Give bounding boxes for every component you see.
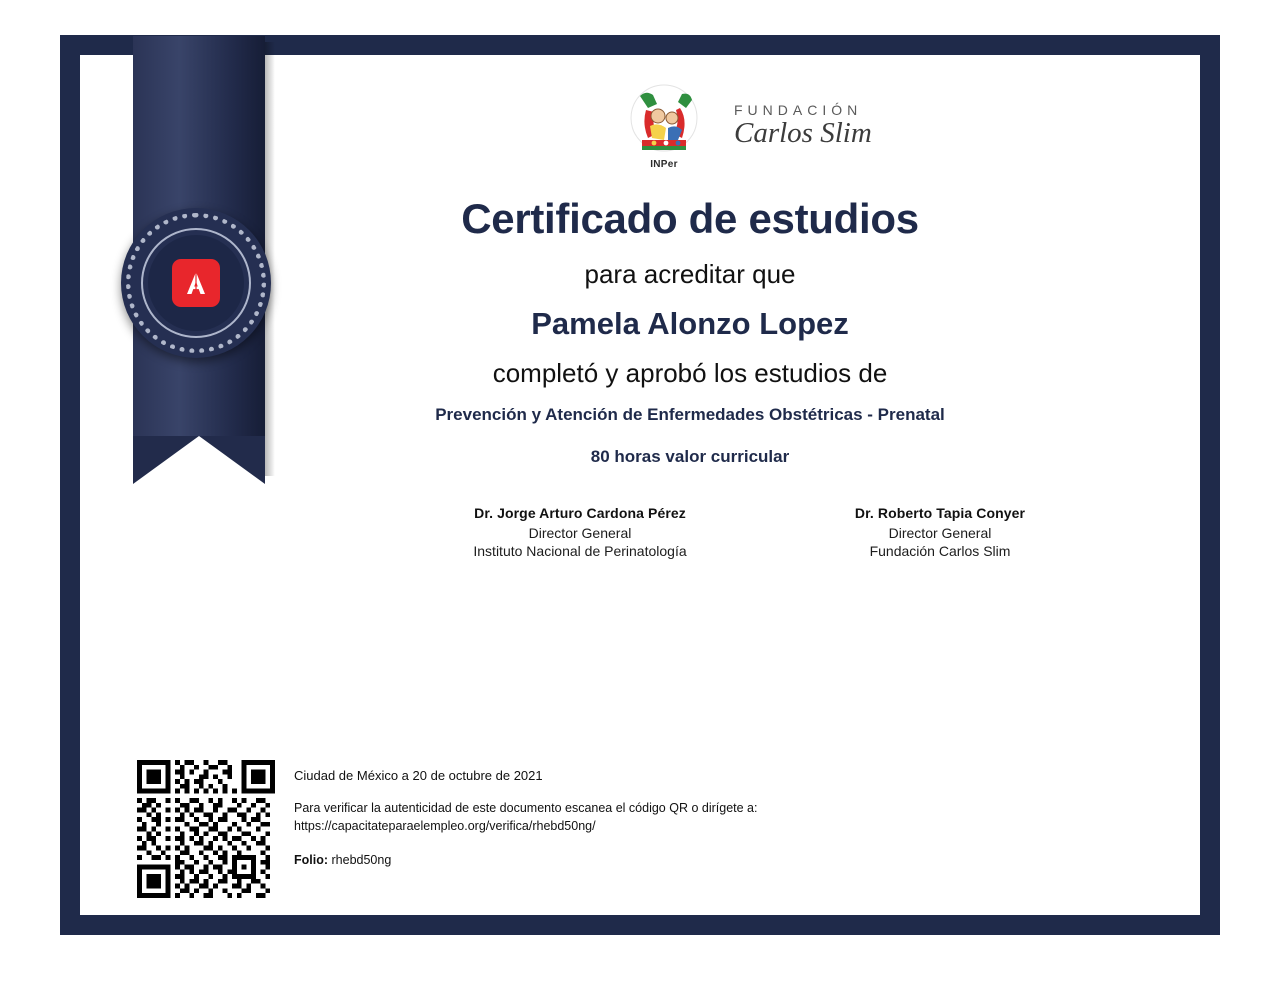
foundation-name-top: FUNDACIÓN bbox=[734, 102, 863, 118]
folio-line bbox=[294, 853, 994, 867]
inper-logo-icon bbox=[620, 82, 708, 168]
signature-block-left bbox=[420, 505, 740, 559]
ribbon-tail bbox=[133, 436, 265, 484]
capacitate-a-logo-icon bbox=[172, 259, 220, 307]
certificate-subtitle: para acreditar que bbox=[584, 259, 796, 290]
folio-label: Folio: bbox=[294, 853, 329, 868]
signatory-role: Director General bbox=[888, 525, 992, 541]
inper-logo-label: INPer bbox=[650, 159, 678, 170]
certificate-title: Certificado de estudios bbox=[461, 195, 919, 242]
verification-url[interactable]: https://capacitateparaelempleo.org/verifica/rhebd50ng/ bbox=[294, 819, 596, 834]
signature-section bbox=[420, 505, 1100, 559]
qr-code-icon bbox=[137, 760, 275, 898]
signatory-role: Director General bbox=[528, 525, 632, 541]
folio-value: rhebd50ng bbox=[331, 853, 392, 868]
signatory-organization: Instituto Nacional de Perinatología bbox=[473, 543, 687, 559]
completion-line: completó y aprobó los estudios de bbox=[492, 358, 888, 389]
verification-text: Para verificar la autenticidad de este documento escanea el código QR o dirígete a: bbox=[294, 801, 758, 815]
foundation-name-bottom: Carlos Slim bbox=[734, 117, 872, 149]
certificate-text-block bbox=[280, 195, 1100, 467]
signatory-name: Dr. Jorge Arturo Cardona Pérez bbox=[474, 505, 686, 521]
footer-section bbox=[294, 768, 994, 867]
award-seal-icon bbox=[121, 208, 271, 358]
header-logos bbox=[620, 80, 920, 170]
verification-instructions bbox=[294, 799, 994, 835]
signature-block-right bbox=[780, 505, 1100, 559]
course-hours: 80 horas valor curricular bbox=[590, 447, 790, 467]
place-and-date: Ciudad de México a 20 de octubre de 2021 bbox=[294, 768, 543, 783]
fundacion-carlos-slim-logo bbox=[734, 102, 894, 148]
course-name: Prevención y Atención de Enfermedades Obstétricas - Prenatal bbox=[435, 405, 945, 425]
signatory-organization: Fundación Carlos Slim bbox=[869, 543, 1011, 559]
recipient-name: Pamela Alonzo Lopez bbox=[531, 306, 849, 342]
signatory-name: Dr. Roberto Tapia Conyer bbox=[854, 505, 1026, 521]
